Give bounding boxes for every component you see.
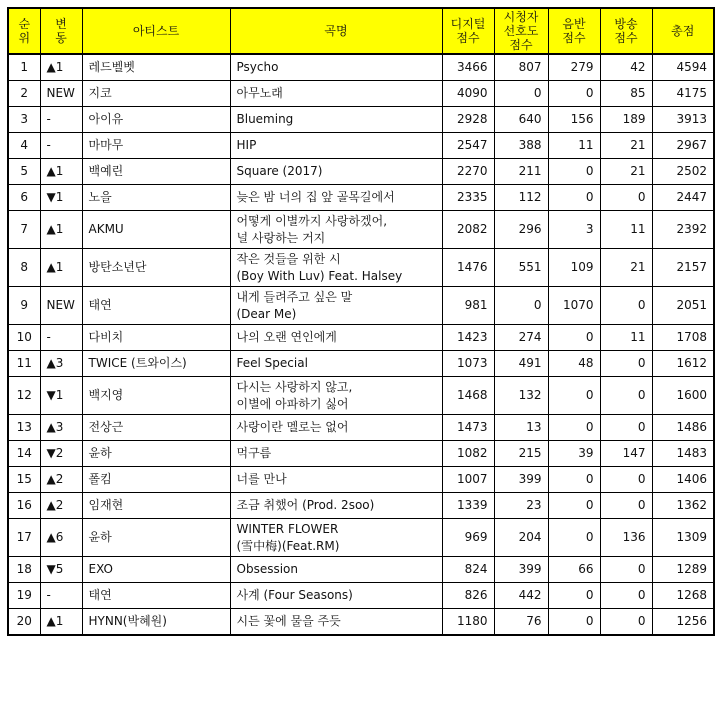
cell-change: ▲6 bbox=[40, 519, 82, 557]
table-row bbox=[8, 557, 714, 583]
cell-artist: 방탄소년단 bbox=[82, 249, 230, 287]
table-row bbox=[8, 159, 714, 185]
table-row bbox=[8, 377, 714, 415]
cell-broadcast-score: 21 bbox=[600, 249, 652, 287]
cell-digital-score: 824 bbox=[442, 557, 494, 583]
header-digital-score: 디지털 점수 bbox=[442, 8, 494, 54]
cell-total-score: 1256 bbox=[652, 609, 714, 636]
chart-body bbox=[8, 54, 714, 635]
cell-album-score: 0 bbox=[548, 377, 600, 415]
cell-digital-score: 1073 bbox=[442, 351, 494, 377]
cell-artist: HYNN(박혜원) bbox=[82, 609, 230, 636]
cell-digital-score: 1476 bbox=[442, 249, 494, 287]
cell-total-score: 1309 bbox=[652, 519, 714, 557]
cell-digital-score: 3466 bbox=[442, 54, 494, 81]
song-title-line: HIP bbox=[236, 138, 257, 152]
header-artist: 아티스트 bbox=[82, 8, 230, 54]
chart-table-wrapper bbox=[7, 7, 715, 636]
cell-change: ▲1 bbox=[40, 54, 82, 81]
cell-digital-score: 1180 bbox=[442, 609, 494, 636]
song-title-line: 이별에 아파하기 싫어 bbox=[236, 396, 349, 411]
cell-song bbox=[230, 557, 442, 583]
cell-rank: 18 bbox=[8, 557, 40, 583]
cell-rank: 15 bbox=[8, 467, 40, 493]
cell-artist: 윤하 bbox=[82, 441, 230, 467]
cell-artist: 마마무 bbox=[82, 133, 230, 159]
table-row bbox=[8, 287, 714, 325]
song-title-line: Feel Special bbox=[236, 356, 308, 370]
cell-viewer-score: 399 bbox=[494, 467, 548, 493]
cell-album-score: 279 bbox=[548, 54, 600, 81]
cell-viewer-score: 204 bbox=[494, 519, 548, 557]
cell-rank: 10 bbox=[8, 325, 40, 351]
cell-broadcast-score: 0 bbox=[600, 185, 652, 211]
table-row bbox=[8, 415, 714, 441]
cell-song bbox=[230, 377, 442, 415]
cell-album-score: 0 bbox=[548, 467, 600, 493]
cell-album-score: 11 bbox=[548, 133, 600, 159]
song-title-line: Psycho bbox=[236, 60, 279, 74]
cell-album-score: 0 bbox=[548, 159, 600, 185]
cell-album-score: 0 bbox=[548, 493, 600, 519]
header-viewer-score: 시청자 선호도 점수 bbox=[494, 8, 548, 54]
cell-rank: 6 bbox=[8, 185, 40, 211]
table-row bbox=[8, 185, 714, 211]
cell-viewer-score: 215 bbox=[494, 441, 548, 467]
cell-change: ▼2 bbox=[40, 441, 82, 467]
cell-broadcast-score: 0 bbox=[600, 583, 652, 609]
cell-artist: 백예린 bbox=[82, 159, 230, 185]
header-change: 변 동 bbox=[40, 8, 82, 54]
cell-digital-score: 2082 bbox=[442, 211, 494, 249]
cell-broadcast-score: 0 bbox=[600, 351, 652, 377]
cell-rank: 17 bbox=[8, 519, 40, 557]
cell-album-score: 0 bbox=[548, 185, 600, 211]
cell-change: NEW bbox=[40, 287, 82, 325]
cell-broadcast-score: 42 bbox=[600, 54, 652, 81]
cell-artist: 태연 bbox=[82, 287, 230, 325]
header-rank: 순 위 bbox=[8, 8, 40, 54]
cell-song bbox=[230, 609, 442, 636]
cell-artist: 레드벨벳 bbox=[82, 54, 230, 81]
cell-viewer-score: 442 bbox=[494, 583, 548, 609]
cell-total-score: 1600 bbox=[652, 377, 714, 415]
cell-rank: 16 bbox=[8, 493, 40, 519]
cell-song bbox=[230, 211, 442, 249]
cell-rank: 11 bbox=[8, 351, 40, 377]
cell-artist: 임재현 bbox=[82, 493, 230, 519]
cell-artist: 폴킴 bbox=[82, 467, 230, 493]
cell-total-score: 1289 bbox=[652, 557, 714, 583]
cell-change: - bbox=[40, 133, 82, 159]
song-title-line: 다시는 사랑하지 않고, bbox=[236, 379, 353, 394]
cell-album-score: 0 bbox=[548, 81, 600, 107]
cell-rank: 4 bbox=[8, 133, 40, 159]
cell-rank: 2 bbox=[8, 81, 40, 107]
cell-album-score: 39 bbox=[548, 441, 600, 467]
song-title-line: (Boy With Luv) Feat. Halsey bbox=[236, 268, 403, 283]
cell-change: ▲3 bbox=[40, 351, 82, 377]
cell-change: - bbox=[40, 325, 82, 351]
song-title-line: 조금 취했어 (Prod. 2soo) bbox=[236, 498, 375, 512]
cell-viewer-score: 807 bbox=[494, 54, 548, 81]
cell-broadcast-score: 85 bbox=[600, 81, 652, 107]
cell-artist: 태연 bbox=[82, 583, 230, 609]
table-row bbox=[8, 519, 714, 557]
cell-total-score: 1268 bbox=[652, 583, 714, 609]
table-row bbox=[8, 351, 714, 377]
cell-change: ▲1 bbox=[40, 159, 82, 185]
cell-total-score: 1486 bbox=[652, 415, 714, 441]
cell-total-score: 2447 bbox=[652, 185, 714, 211]
cell-album-score: 0 bbox=[548, 583, 600, 609]
cell-digital-score: 1339 bbox=[442, 493, 494, 519]
cell-digital-score: 1423 bbox=[442, 325, 494, 351]
cell-broadcast-score: 0 bbox=[600, 609, 652, 636]
cell-broadcast-score: 11 bbox=[600, 325, 652, 351]
cell-album-score: 0 bbox=[548, 325, 600, 351]
cell-change: ▲2 bbox=[40, 493, 82, 519]
song-title-line: 어떻게 이별까지 사랑하겠어, bbox=[236, 213, 388, 228]
cell-broadcast-score: 21 bbox=[600, 159, 652, 185]
cell-broadcast-score: 0 bbox=[600, 557, 652, 583]
cell-change: NEW bbox=[40, 81, 82, 107]
cell-rank: 13 bbox=[8, 415, 40, 441]
cell-album-score: 66 bbox=[548, 557, 600, 583]
cell-total-score: 2051 bbox=[652, 287, 714, 325]
cell-total-score: 2392 bbox=[652, 211, 714, 249]
cell-song bbox=[230, 133, 442, 159]
cell-broadcast-score: 11 bbox=[600, 211, 652, 249]
cell-rank: 19 bbox=[8, 583, 40, 609]
cell-album-score: 48 bbox=[548, 351, 600, 377]
cell-song bbox=[230, 81, 442, 107]
cell-change: ▼1 bbox=[40, 185, 82, 211]
cell-song bbox=[230, 441, 442, 467]
cell-broadcast-score: 0 bbox=[600, 377, 652, 415]
table-row bbox=[8, 81, 714, 107]
cell-album-score: 1070 bbox=[548, 287, 600, 325]
cell-change: ▲1 bbox=[40, 609, 82, 636]
cell-album-score: 156 bbox=[548, 107, 600, 133]
song-title-line: 사계 (Four Seasons) bbox=[236, 588, 353, 602]
cell-song bbox=[230, 519, 442, 557]
cell-digital-score: 969 bbox=[442, 519, 494, 557]
cell-song bbox=[230, 493, 442, 519]
cell-total-score: 4594 bbox=[652, 54, 714, 81]
cell-artist: AKMU bbox=[82, 211, 230, 249]
cell-rank: 1 bbox=[8, 54, 40, 81]
cell-viewer-score: 0 bbox=[494, 81, 548, 107]
cell-rank: 9 bbox=[8, 287, 40, 325]
cell-rank: 3 bbox=[8, 107, 40, 133]
cell-viewer-score: 13 bbox=[494, 415, 548, 441]
cell-song bbox=[230, 325, 442, 351]
song-title-line: 시든 꽃에 물을 주듯 bbox=[236, 614, 341, 628]
song-title-line: 나의 오랜 연인에게 bbox=[236, 330, 337, 344]
table-row bbox=[8, 325, 714, 351]
cell-change: ▲1 bbox=[40, 211, 82, 249]
cell-viewer-score: 132 bbox=[494, 377, 548, 415]
table-row bbox=[8, 211, 714, 249]
cell-total-score: 1708 bbox=[652, 325, 714, 351]
cell-rank: 12 bbox=[8, 377, 40, 415]
cell-broadcast-score: 147 bbox=[600, 441, 652, 467]
cell-rank: 14 bbox=[8, 441, 40, 467]
cell-digital-score: 1082 bbox=[442, 441, 494, 467]
cell-total-score: 1612 bbox=[652, 351, 714, 377]
song-title-line: Blueming bbox=[236, 112, 294, 126]
song-title-line: Obsession bbox=[236, 562, 298, 576]
cell-artist: TWICE (트와이스) bbox=[82, 351, 230, 377]
cell-viewer-score: 399 bbox=[494, 557, 548, 583]
cell-artist: 윤하 bbox=[82, 519, 230, 557]
cell-viewer-score: 0 bbox=[494, 287, 548, 325]
cell-song bbox=[230, 107, 442, 133]
cell-total-score: 4175 bbox=[652, 81, 714, 107]
cell-change: - bbox=[40, 107, 82, 133]
cell-change: ▲2 bbox=[40, 467, 82, 493]
cell-rank: 8 bbox=[8, 249, 40, 287]
cell-broadcast-score: 189 bbox=[600, 107, 652, 133]
music-chart-table bbox=[7, 7, 715, 636]
cell-change: ▲1 bbox=[40, 249, 82, 287]
cell-digital-score: 2547 bbox=[442, 133, 494, 159]
cell-viewer-score: 491 bbox=[494, 351, 548, 377]
cell-rank: 20 bbox=[8, 609, 40, 636]
cell-album-score: 3 bbox=[548, 211, 600, 249]
cell-digital-score: 1468 bbox=[442, 377, 494, 415]
cell-broadcast-score: 136 bbox=[600, 519, 652, 557]
cell-viewer-score: 76 bbox=[494, 609, 548, 636]
header-song: 곡명 bbox=[230, 8, 442, 54]
cell-song bbox=[230, 351, 442, 377]
cell-change: - bbox=[40, 583, 82, 609]
cell-album-score: 0 bbox=[548, 415, 600, 441]
cell-viewer-score: 23 bbox=[494, 493, 548, 519]
table-row bbox=[8, 583, 714, 609]
cell-total-score: 2157 bbox=[652, 249, 714, 287]
cell-viewer-score: 274 bbox=[494, 325, 548, 351]
cell-artist: 백지영 bbox=[82, 377, 230, 415]
cell-broadcast-score: 0 bbox=[600, 467, 652, 493]
cell-digital-score: 4090 bbox=[442, 81, 494, 107]
cell-song bbox=[230, 185, 442, 211]
cell-broadcast-score: 0 bbox=[600, 287, 652, 325]
cell-viewer-score: 551 bbox=[494, 249, 548, 287]
song-title-line: 먹구름 bbox=[236, 446, 272, 460]
song-title-line: (Dear Me) bbox=[236, 306, 297, 321]
cell-viewer-score: 640 bbox=[494, 107, 548, 133]
cell-change: ▼5 bbox=[40, 557, 82, 583]
song-title-line: 내게 들려주고 싶은 말 bbox=[236, 289, 353, 304]
cell-rank: 5 bbox=[8, 159, 40, 185]
cell-broadcast-score: 0 bbox=[600, 493, 652, 519]
cell-song bbox=[230, 415, 442, 441]
table-row bbox=[8, 54, 714, 81]
song-title-line: 사랑이란 멜로는 없어 bbox=[236, 420, 349, 434]
header-album-score: 음반 점수 bbox=[548, 8, 600, 54]
table-row bbox=[8, 609, 714, 636]
cell-total-score: 3913 bbox=[652, 107, 714, 133]
table-row bbox=[8, 441, 714, 467]
cell-artist: 아이유 bbox=[82, 107, 230, 133]
cell-digital-score: 981 bbox=[442, 287, 494, 325]
song-title-line: Square (2017) bbox=[236, 164, 323, 178]
cell-total-score: 1483 bbox=[652, 441, 714, 467]
cell-broadcast-score: 0 bbox=[600, 415, 652, 441]
song-title-line: 널 사랑하는 거지 bbox=[236, 230, 326, 245]
cell-album-score: 0 bbox=[548, 609, 600, 636]
song-title-line: 너를 만나 bbox=[236, 472, 287, 486]
song-title-line: (雪中梅)(Feat.RM) bbox=[236, 538, 340, 553]
cell-song bbox=[230, 467, 442, 493]
header-total-score: 총점 bbox=[652, 8, 714, 54]
cell-change: ▲3 bbox=[40, 415, 82, 441]
cell-digital-score: 2928 bbox=[442, 107, 494, 133]
cell-change: ▼1 bbox=[40, 377, 82, 415]
cell-viewer-score: 388 bbox=[494, 133, 548, 159]
cell-song bbox=[230, 159, 442, 185]
cell-artist: 노을 bbox=[82, 185, 230, 211]
table-row bbox=[8, 107, 714, 133]
cell-artist: EXO bbox=[82, 557, 230, 583]
cell-total-score: 1406 bbox=[652, 467, 714, 493]
cell-viewer-score: 112 bbox=[494, 185, 548, 211]
table-row bbox=[8, 249, 714, 287]
cell-artist: 다비치 bbox=[82, 325, 230, 351]
cell-digital-score: 826 bbox=[442, 583, 494, 609]
cell-digital-score: 1473 bbox=[442, 415, 494, 441]
cell-artist: 지코 bbox=[82, 81, 230, 107]
cell-total-score: 2967 bbox=[652, 133, 714, 159]
cell-broadcast-score: 21 bbox=[600, 133, 652, 159]
cell-album-score: 109 bbox=[548, 249, 600, 287]
header-row bbox=[8, 8, 714, 54]
cell-viewer-score: 296 bbox=[494, 211, 548, 249]
cell-song bbox=[230, 583, 442, 609]
table-row bbox=[8, 467, 714, 493]
cell-viewer-score: 211 bbox=[494, 159, 548, 185]
song-title-line: WINTER FLOWER bbox=[236, 521, 339, 536]
cell-song bbox=[230, 54, 442, 81]
cell-song bbox=[230, 249, 442, 287]
cell-total-score: 1362 bbox=[652, 493, 714, 519]
cell-total-score: 2502 bbox=[652, 159, 714, 185]
cell-artist: 전상근 bbox=[82, 415, 230, 441]
cell-digital-score: 2335 bbox=[442, 185, 494, 211]
header-broadcast-score: 방송 점수 bbox=[600, 8, 652, 54]
table-row bbox=[8, 493, 714, 519]
song-title-line: 아무노래 bbox=[236, 86, 283, 100]
song-title-line: 늦은 밤 너의 집 앞 골목길에서 bbox=[236, 190, 395, 204]
cell-rank: 7 bbox=[8, 211, 40, 249]
cell-digital-score: 2270 bbox=[442, 159, 494, 185]
table-row bbox=[8, 133, 714, 159]
cell-song bbox=[230, 287, 442, 325]
song-title-line: 작은 것들을 위한 시 bbox=[236, 251, 341, 266]
cell-album-score: 0 bbox=[548, 519, 600, 557]
cell-digital-score: 1007 bbox=[442, 467, 494, 493]
